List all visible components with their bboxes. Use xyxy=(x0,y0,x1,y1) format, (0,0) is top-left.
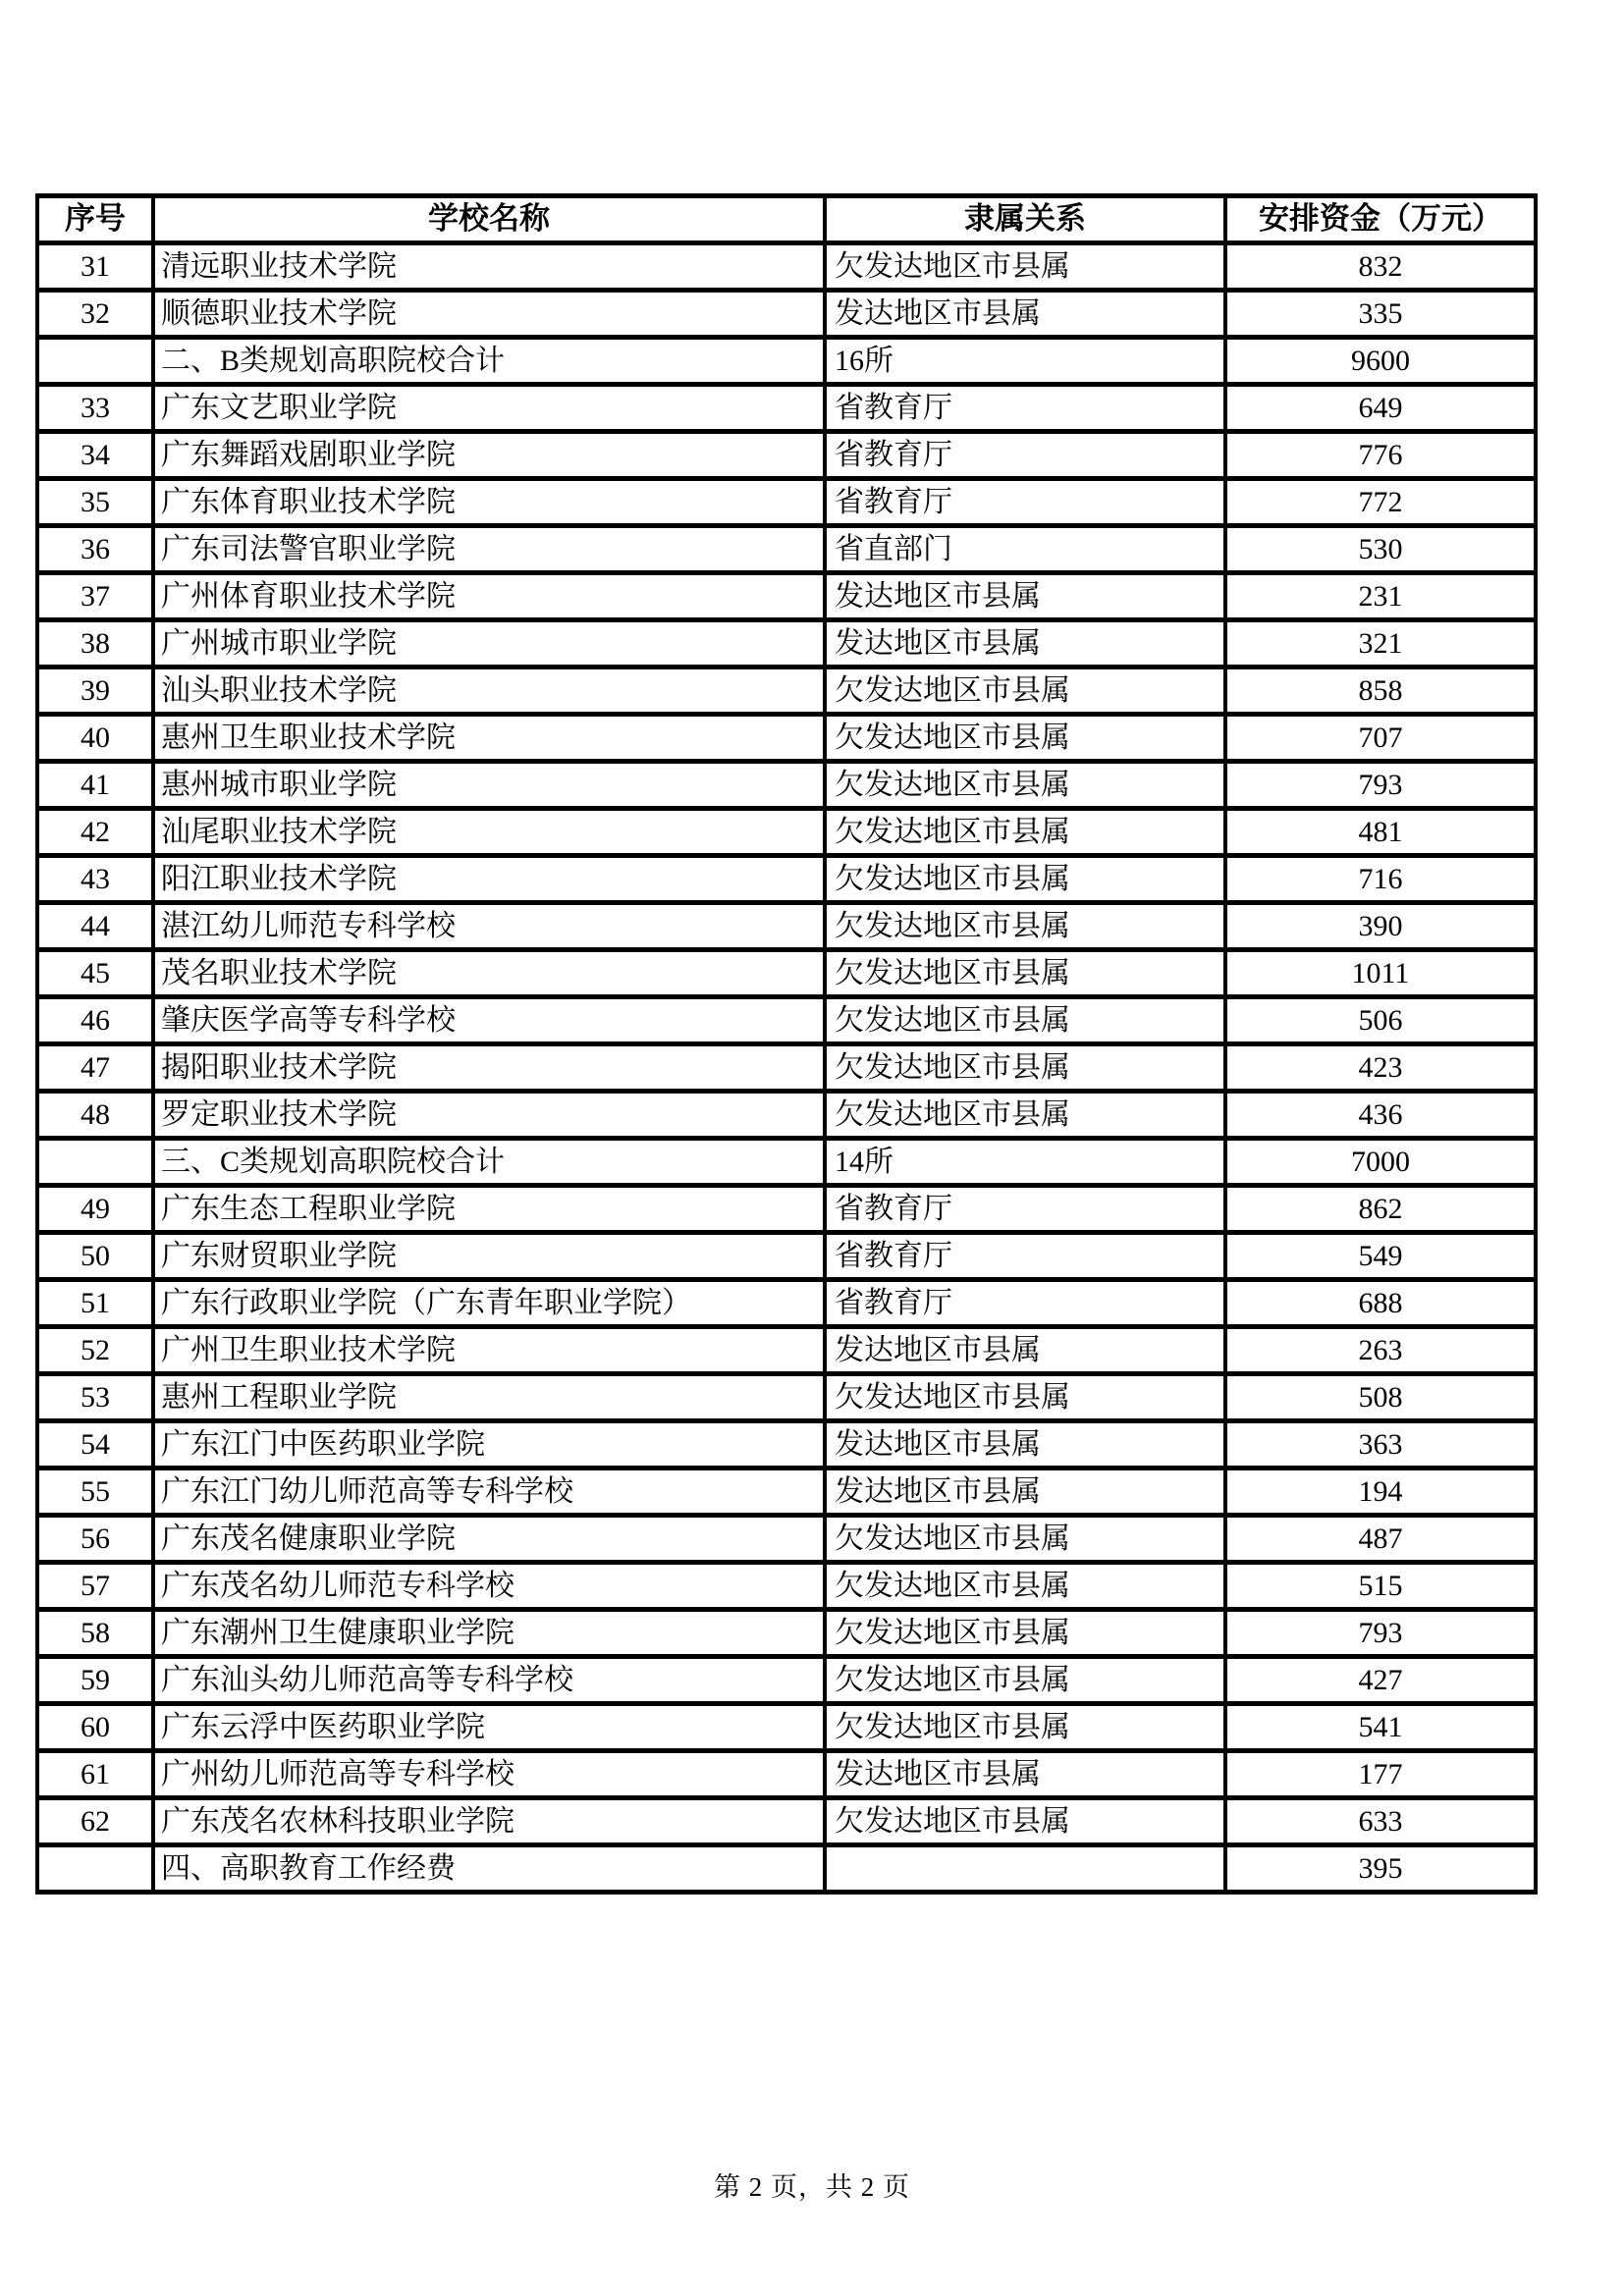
school-name-cell: 罗定职业技术学院 xyxy=(153,1092,825,1139)
row-index-cell: 40 xyxy=(37,715,153,762)
affiliation-cell: 省教育厅 xyxy=(825,1280,1225,1327)
school-name-cell: 汕头职业技术学院 xyxy=(153,667,825,715)
amount-cell: 231 xyxy=(1225,573,1536,620)
table-row xyxy=(37,1704,1536,1751)
table-row xyxy=(37,1563,1536,1610)
school-name-cell: 惠州城市职业学院 xyxy=(153,762,825,809)
amount-cell: 515 xyxy=(1225,1563,1536,1610)
table-row xyxy=(37,1374,1536,1421)
school-name-cell: 广东文艺职业学院 xyxy=(153,385,825,432)
school-name-cell: 广州城市职业学院 xyxy=(153,620,825,667)
amount-cell: 1011 xyxy=(1225,950,1536,997)
row-index-cell: 56 xyxy=(37,1516,153,1563)
amount-cell: 541 xyxy=(1225,1704,1536,1751)
school-name-cell: 三、C类规划高职院校合计 xyxy=(153,1139,825,1186)
row-index-cell: 46 xyxy=(37,997,153,1044)
row-index-cell xyxy=(37,338,153,385)
column-header-school-name: 学校名称 xyxy=(153,196,825,243)
amount-cell: 793 xyxy=(1225,1610,1536,1657)
row-index-cell: 54 xyxy=(37,1421,153,1468)
row-index-cell: 44 xyxy=(37,903,153,950)
affiliation-cell: 14所 xyxy=(825,1139,1225,1186)
affiliation-cell: 欠发达地区市县属 xyxy=(825,903,1225,950)
row-index-cell: 52 xyxy=(37,1327,153,1374)
amount-cell: 335 xyxy=(1225,291,1536,338)
table-header-row xyxy=(37,196,1536,243)
affiliation-cell: 欠发达地区市县属 xyxy=(825,1092,1225,1139)
school-name-cell: 广东云浮中医药职业学院 xyxy=(153,1704,825,1751)
row-index-cell: 45 xyxy=(37,950,153,997)
table-row xyxy=(37,526,1536,573)
table-row xyxy=(37,1798,1536,1845)
section-total-row xyxy=(37,1845,1536,1893)
row-index-cell: 41 xyxy=(37,762,153,809)
school-name-cell: 惠州工程职业学院 xyxy=(153,1374,825,1421)
affiliation-cell: 欠发达地区市县属 xyxy=(825,809,1225,856)
row-index-cell: 53 xyxy=(37,1374,153,1421)
amount-cell: 506 xyxy=(1225,997,1536,1044)
affiliation-cell: 欠发达地区市县属 xyxy=(825,243,1225,291)
school-name-cell: 广州幼儿师范高等专科学校 xyxy=(153,1751,825,1798)
amount-cell: 633 xyxy=(1225,1798,1536,1845)
affiliation-cell: 欠发达地区市县属 xyxy=(825,1657,1225,1704)
affiliation-cell: 欠发达地区市县属 xyxy=(825,1798,1225,1845)
school-name-cell: 广东财贸职业学院 xyxy=(153,1233,825,1280)
table-row xyxy=(37,997,1536,1044)
school-name-cell: 揭阳职业技术学院 xyxy=(153,1044,825,1092)
row-index-cell: 62 xyxy=(37,1798,153,1845)
row-index-cell: 36 xyxy=(37,526,153,573)
school-name-cell: 广东生态工程职业学院 xyxy=(153,1186,825,1233)
row-index-cell: 31 xyxy=(37,243,153,291)
school-name-cell: 广东潮州卫生健康职业学院 xyxy=(153,1610,825,1657)
table-row xyxy=(37,1421,1536,1468)
school-name-cell: 广东行政职业学院（广东青年职业学院） xyxy=(153,1280,825,1327)
affiliation-cell: 欠发达地区市县属 xyxy=(825,1704,1225,1751)
section-total-row xyxy=(37,338,1536,385)
school-name-cell: 广东司法警官职业学院 xyxy=(153,526,825,573)
table-row xyxy=(37,1327,1536,1374)
affiliation-cell: 省直部门 xyxy=(825,526,1225,573)
row-index-cell: 51 xyxy=(37,1280,153,1327)
column-header-index: 序号 xyxy=(37,196,153,243)
school-name-cell: 广州体育职业技术学院 xyxy=(153,573,825,620)
row-index-cell: 32 xyxy=(37,291,153,338)
school-name-cell: 肇庆医学高等专科学校 xyxy=(153,997,825,1044)
amount-cell: 390 xyxy=(1225,903,1536,950)
amount-cell: 436 xyxy=(1225,1092,1536,1139)
amount-cell: 832 xyxy=(1225,243,1536,291)
amount-cell: 7000 xyxy=(1225,1139,1536,1186)
table-row xyxy=(37,1516,1536,1563)
affiliation-cell: 16所 xyxy=(825,338,1225,385)
table-body xyxy=(37,243,1536,1893)
affiliation-cell: 欠发达地区市县属 xyxy=(825,1374,1225,1421)
school-name-cell: 广东舞蹈戏剧职业学院 xyxy=(153,432,825,479)
row-index-cell: 50 xyxy=(37,1233,153,1280)
row-index-cell: 59 xyxy=(37,1657,153,1704)
affiliation-cell: 发达地区市县属 xyxy=(825,1421,1225,1468)
affiliation-cell: 省教育厅 xyxy=(825,1186,1225,1233)
amount-cell: 194 xyxy=(1225,1468,1536,1516)
table-row xyxy=(37,667,1536,715)
school-name-cell: 广东江门幼儿师范高等专科学校 xyxy=(153,1468,825,1516)
affiliation-cell: 欠发达地区市县属 xyxy=(825,762,1225,809)
row-index-cell: 49 xyxy=(37,1186,153,1233)
table-row xyxy=(37,715,1536,762)
table-row xyxy=(37,1092,1536,1139)
row-index-cell: 34 xyxy=(37,432,153,479)
affiliation-cell: 欠发达地区市县属 xyxy=(825,1563,1225,1610)
amount-cell: 321 xyxy=(1225,620,1536,667)
funding-table xyxy=(35,193,1538,1895)
amount-cell: 481 xyxy=(1225,809,1536,856)
school-name-cell: 湛江幼儿师范专科学校 xyxy=(153,903,825,950)
amount-cell: 530 xyxy=(1225,526,1536,573)
affiliation-cell: 欠发达地区市县属 xyxy=(825,997,1225,1044)
table-row xyxy=(37,809,1536,856)
school-name-cell: 汕尾职业技术学院 xyxy=(153,809,825,856)
affiliation-cell: 发达地区市县属 xyxy=(825,1327,1225,1374)
school-name-cell: 广东江门中医药职业学院 xyxy=(153,1421,825,1468)
row-index-cell: 57 xyxy=(37,1563,153,1610)
table-row xyxy=(37,950,1536,997)
affiliation-cell: 省教育厅 xyxy=(825,479,1225,526)
affiliation-cell: 欠发达地区市县属 xyxy=(825,1044,1225,1092)
amount-cell: 427 xyxy=(1225,1657,1536,1704)
table-row xyxy=(37,903,1536,950)
table-row xyxy=(37,385,1536,432)
amount-cell: 772 xyxy=(1225,479,1536,526)
amount-cell: 862 xyxy=(1225,1186,1536,1233)
amount-cell: 395 xyxy=(1225,1845,1536,1893)
school-name-cell: 四、高职教育工作经费 xyxy=(153,1845,825,1893)
row-index-cell: 55 xyxy=(37,1468,153,1516)
row-index-cell: 58 xyxy=(37,1610,153,1657)
affiliation-cell: 欠发达地区市县属 xyxy=(825,1516,1225,1563)
table-row xyxy=(37,1468,1536,1516)
school-name-cell: 顺德职业技术学院 xyxy=(153,291,825,338)
affiliation-cell: 发达地区市县属 xyxy=(825,1468,1225,1516)
row-index-cell: 61 xyxy=(37,1751,153,1798)
school-name-cell: 广州卫生职业技术学院 xyxy=(153,1327,825,1374)
amount-cell: 858 xyxy=(1225,667,1536,715)
school-name-cell: 阳江职业技术学院 xyxy=(153,856,825,903)
row-index-cell: 39 xyxy=(37,667,153,715)
affiliation-cell: 欠发达地区市县属 xyxy=(825,950,1225,997)
affiliation-cell: 省教育厅 xyxy=(825,1233,1225,1280)
table-row xyxy=(37,479,1536,526)
school-name-cell: 广东体育职业技术学院 xyxy=(153,479,825,526)
amount-cell: 776 xyxy=(1225,432,1536,479)
amount-cell: 793 xyxy=(1225,762,1536,809)
table-row xyxy=(37,1610,1536,1657)
affiliation-cell: 省教育厅 xyxy=(825,385,1225,432)
table-row xyxy=(37,1751,1536,1798)
column-header-affiliation: 隶属关系 xyxy=(825,196,1225,243)
table-row xyxy=(37,432,1536,479)
row-index-cell: 42 xyxy=(37,809,153,856)
row-index-cell xyxy=(37,1139,153,1186)
amount-cell: 508 xyxy=(1225,1374,1536,1421)
amount-cell: 177 xyxy=(1225,1751,1536,1798)
table-row xyxy=(37,1233,1536,1280)
affiliation-cell: 发达地区市县属 xyxy=(825,1751,1225,1798)
school-name-cell: 广东茂名农林科技职业学院 xyxy=(153,1798,825,1845)
school-name-cell: 惠州卫生职业技术学院 xyxy=(153,715,825,762)
row-index-cell: 38 xyxy=(37,620,153,667)
row-index-cell: 47 xyxy=(37,1044,153,1092)
amount-cell: 363 xyxy=(1225,1421,1536,1468)
row-index-cell: 43 xyxy=(37,856,153,903)
row-index-cell: 60 xyxy=(37,1704,153,1751)
affiliation-cell: 发达地区市县属 xyxy=(825,573,1225,620)
amount-cell: 423 xyxy=(1225,1044,1536,1092)
amount-cell: 649 xyxy=(1225,385,1536,432)
amount-cell: 487 xyxy=(1225,1516,1536,1563)
affiliation-cell: 发达地区市县属 xyxy=(825,291,1225,338)
page-footer: 第 2 页，共 2 页 xyxy=(714,2172,910,2202)
affiliation-cell: 欠发达地区市县属 xyxy=(825,667,1225,715)
column-header-amount: 安排资金（万元） xyxy=(1225,196,1536,243)
school-name-cell: 清远职业技术学院 xyxy=(153,243,825,291)
table-row xyxy=(37,1657,1536,1704)
table-row xyxy=(37,573,1536,620)
amount-cell: 9600 xyxy=(1225,338,1536,385)
affiliation-cell xyxy=(825,1845,1225,1893)
amount-cell: 263 xyxy=(1225,1327,1536,1374)
school-name-cell: 二、B类规划高职院校合计 xyxy=(153,338,825,385)
school-name-cell: 广东茂名幼儿师范专科学校 xyxy=(153,1563,825,1610)
affiliation-cell: 欠发达地区市县属 xyxy=(825,856,1225,903)
amount-cell: 688 xyxy=(1225,1280,1536,1327)
section-total-row xyxy=(37,1139,1536,1186)
row-index-cell: 33 xyxy=(37,385,153,432)
amount-cell: 716 xyxy=(1225,856,1536,903)
affiliation-cell: 发达地区市县属 xyxy=(825,620,1225,667)
row-index-cell: 35 xyxy=(37,479,153,526)
table-row xyxy=(37,762,1536,809)
affiliation-cell: 欠发达地区市县属 xyxy=(825,1610,1225,1657)
affiliation-cell: 省教育厅 xyxy=(825,432,1225,479)
row-index-cell: 37 xyxy=(37,573,153,620)
table-row xyxy=(37,291,1536,338)
table-row xyxy=(37,243,1536,291)
amount-cell: 707 xyxy=(1225,715,1536,762)
table-row xyxy=(37,1280,1536,1327)
table-row xyxy=(37,620,1536,667)
school-name-cell: 广东汕头幼儿师范高等专科学校 xyxy=(153,1657,825,1704)
school-name-cell: 广东茂名健康职业学院 xyxy=(153,1516,825,1563)
affiliation-cell: 欠发达地区市县属 xyxy=(825,715,1225,762)
table-row xyxy=(37,1044,1536,1092)
amount-cell: 549 xyxy=(1225,1233,1536,1280)
table-row xyxy=(37,1186,1536,1233)
row-index-cell: 48 xyxy=(37,1092,153,1139)
school-name-cell: 茂名职业技术学院 xyxy=(153,950,825,997)
table-row xyxy=(37,856,1536,903)
row-index-cell xyxy=(37,1845,153,1893)
